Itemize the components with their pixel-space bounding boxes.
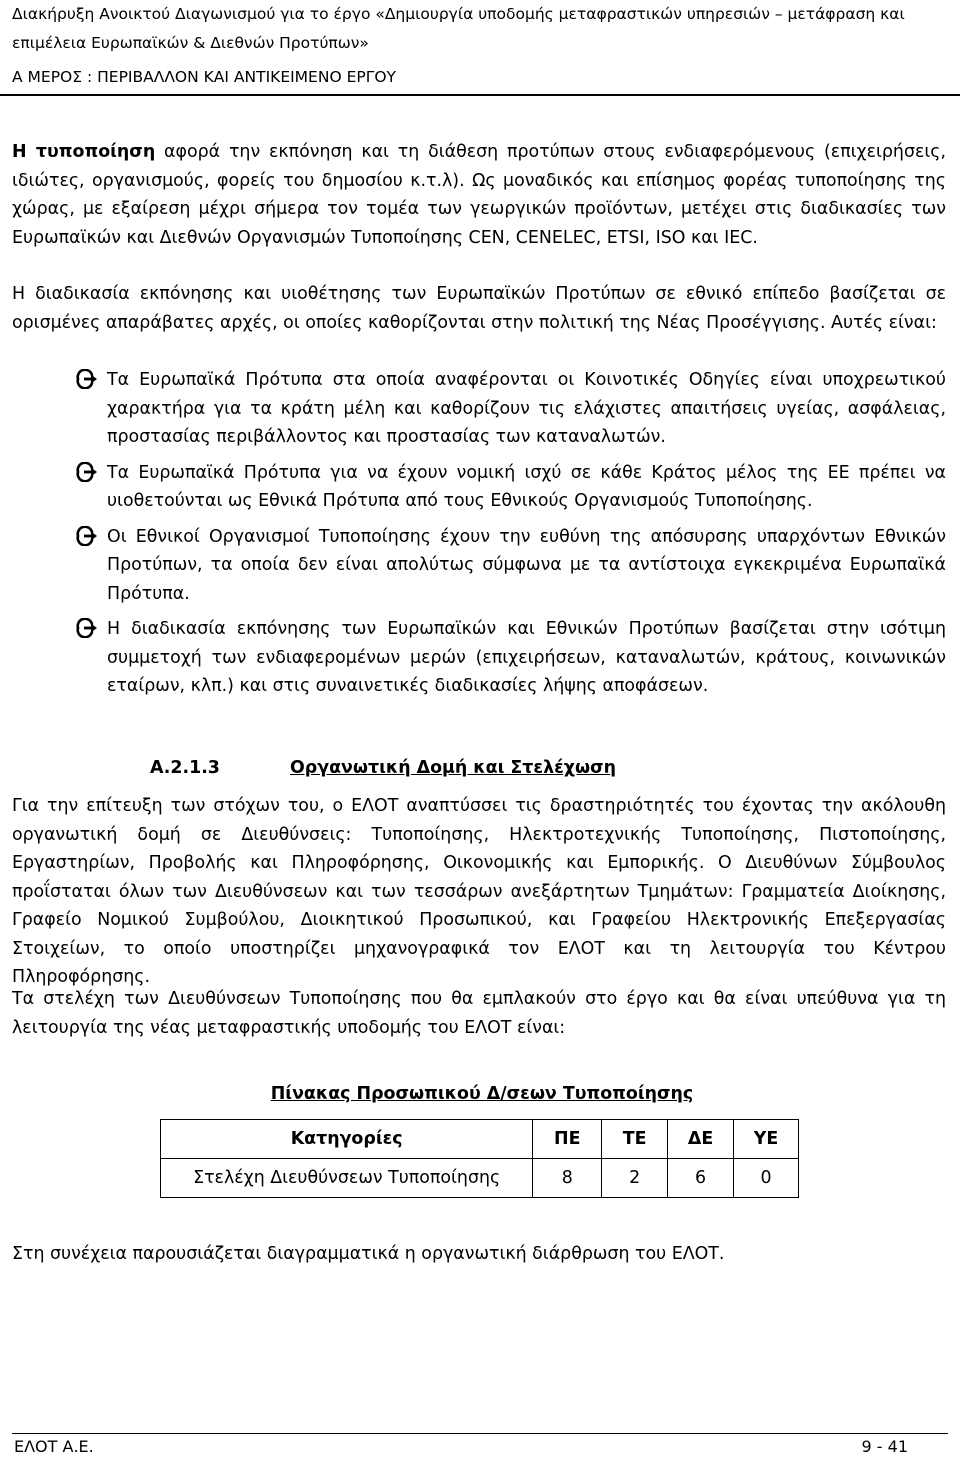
table-header-cell: Κατηγορίες	[161, 1120, 533, 1159]
list-item	[12, 615, 946, 701]
table-cell: 6	[668, 1159, 734, 1198]
list-item-text: Τα Ευρωπαϊκά Πρότυπα στα οποία αναφέρονται οι Κοινοτικές Οδηγίες είναι υποχρεωτικού χαρακτήρα για τα κράτη μέλη και καθορίζουν τις ελάχιστες απαιτήσεις υγείας, ασφάλειας, προστασίας περιβάλλοντος και προστασίας των καταναλωτών.	[107, 370, 946, 447]
table-row	[161, 1159, 799, 1198]
paragraph-body: αφορά την εκπόνηση και τη διάθεση προτύπων στους ενδιαφερόμενους (επιχειρήσεις, ιδιώτες, οργανισμούς, φορείς του δημοσίου κ.τ.λ). Ως μοναδικός και επίσημος φορέας τυποποίησης της χώρας, με εξαίρεση μέχρι σήμερα τον τομέα των γεωργικών προϊόντων, μετέχει στις διαδικασίες των Ευρωπαϊκών και Διεθνών Οργανισμών Τυποποίησης CEN, CENELEC, ETSI, ISO και IEC.	[12, 142, 946, 248]
table-title: Πίνακας Προσωπικού Δ/σεων Τυποποίησης	[270, 1084, 694, 1104]
paragraph-principles: Η διαδικασία εκπόνησης και υιοθέτησης των Ευρωπαϊκών Προτύπων σε εθνικό επίπεδο βασίζεται σε ορισμένες απαράβατες αρχές, οι οποίες καθορίζονται στην πολιτική της Νέας Προσέγγισης. Αυτές είναι:	[12, 284, 946, 333]
table-header-cell: ΤΕ	[602, 1120, 668, 1159]
paragraph-lead-bold: Η τυποποίηση	[12, 142, 156, 162]
arrow-bullet-icon	[75, 618, 99, 638]
page-header	[12, 0, 956, 87]
list-item	[12, 523, 946, 609]
arrow-bullet-icon	[75, 526, 99, 546]
footer-divider	[12, 1433, 948, 1434]
page-number: 9 - 41	[861, 1437, 908, 1456]
header-title-line-1: Διακήρυξη Ανοικτού Διαγωνισμού για το έργο «Δημιουργία υποδομής μεταφραστικών υπηρεσιών – μετάφραση και	[12, 5, 905, 23]
paragraph-standardization	[12, 138, 946, 252]
arrow-bullet-icon	[75, 462, 99, 482]
principles-list	[12, 366, 946, 708]
table-header-row	[161, 1120, 799, 1159]
paragraph-diagram-intro: Στη συνέχεια παρουσιάζεται διαγραμματικά η οργανωτική διάρθρωση του ΕΛΟΤ.	[12, 1244, 725, 1264]
header-part-label: Α ΜΕΡΟΣ : ΠΕΡΙΒΑΛΛΟΝ ΚΑΙ ΑΝΤΙΚΕΙΜΕΝΟ ΕΡΓΟΥ	[12, 68, 397, 86]
arrow-bullet-icon	[75, 369, 99, 389]
list-item-text: Τα Ευρωπαϊκά Πρότυπα για να έχουν νομική ισχύ σε κάθε Κράτος μέλος της ΕΕ πρέπει να υιοθετούνται ως Εθνικά Πρότυπα από τους Εθνικούς Οργανισμούς Τυποποίησης.	[107, 462, 946, 511]
footer-organization: ΕΛΟΤ Α.Ε.	[14, 1437, 94, 1456]
staff-table	[160, 1119, 799, 1198]
table-cell: 0	[734, 1159, 799, 1198]
section-number: A.2.1.3	[150, 758, 220, 778]
table-cell: 2	[602, 1159, 668, 1198]
paragraph-staff-intro: Τα στελέχη των Διευθύνσεων Τυποποίησης που θα εμπλακούν στο έργο και θα είναι υπεύθυνα για τη λειτουργία της νέας μεταφραστικής υποδομής του ΕΛΟΤ είναι:	[12, 989, 946, 1038]
table-header-cell: ΔΕ	[668, 1120, 734, 1159]
list-item	[12, 459, 946, 516]
section-heading	[0, 758, 960, 786]
header-title-line-2: επιμέλεια Ευρωπαϊκών & Διεθνών Προτύπων»	[12, 34, 369, 52]
table-cell: 8	[533, 1159, 602, 1198]
table-cell: Στελέχη Διευθύνσεων Τυποποίησης	[161, 1159, 533, 1198]
table-header-cell: ΥΕ	[734, 1120, 799, 1159]
table-header-cell: ΠΕ	[533, 1120, 602, 1159]
list-item	[12, 366, 946, 452]
paragraph-organization: Για την επίτευξη των στόχων του, ο ΕΛΟΤ αναπτύσσει τις δραστηριότητές του έχοντας την ακόλουθη οργανωτική δομή σε Διευθύνσεις: Τυποποίησης, Ηλεκτροτεχνικής Τυποποίησης, Πιστοποίησης, Εργαστηρίων, Προβολής και Πληροφόρησης, Οικονομικής και Εμπορικής. Ο Διευθύνων Σύμβουλος προΐσταται όλων των Διευθύνσεων και των τεσσάρων ανεξάρτητων Τμημάτων: Γραμματεία Διοίκησης, Γραφείο Νομικού Συμβούλου, Διοικητικού Προσωπικού, και Γραφείου Ηλεκτρονικής Επεξεργασίας Στοιχείων, το οποίο υποστηρίζει μηχανογραφικά τον ΕΛΟΤ και τη λειτουργία του Κέντρου Πληροφόρησης.	[12, 796, 946, 987]
list-item-text: Οι Εθνικοί Οργανισμοί Τυποποίησης έχουν την ευθύνη της απόσυρσης υπαρχόντων Εθνικών Προτύπων, τα οποία δεν είναι απολύτως σύμφωνα με τα αντίστοιχα εγκεκριμένα Ευρωπαϊκά Πρότυπα.	[107, 526, 946, 604]
list-item-text: Η διαδικασία εκπόνησης των Ευρωπαϊκών και Εθνικών Προτύπων βασίζεται στην ισότιμη συμμετοχή των ενδιαφερομένων μερών (επιχειρήσεων, καταναλωτών, κράτους, κοινωνικών εταίρων, κλπ.) και στις συναινετικές διαδικασίες λήψης αποφάσεων.	[107, 619, 946, 696]
header-divider	[0, 94, 960, 96]
section-title: Οργανωτική Δομή και Στελέχωση	[290, 758, 617, 778]
